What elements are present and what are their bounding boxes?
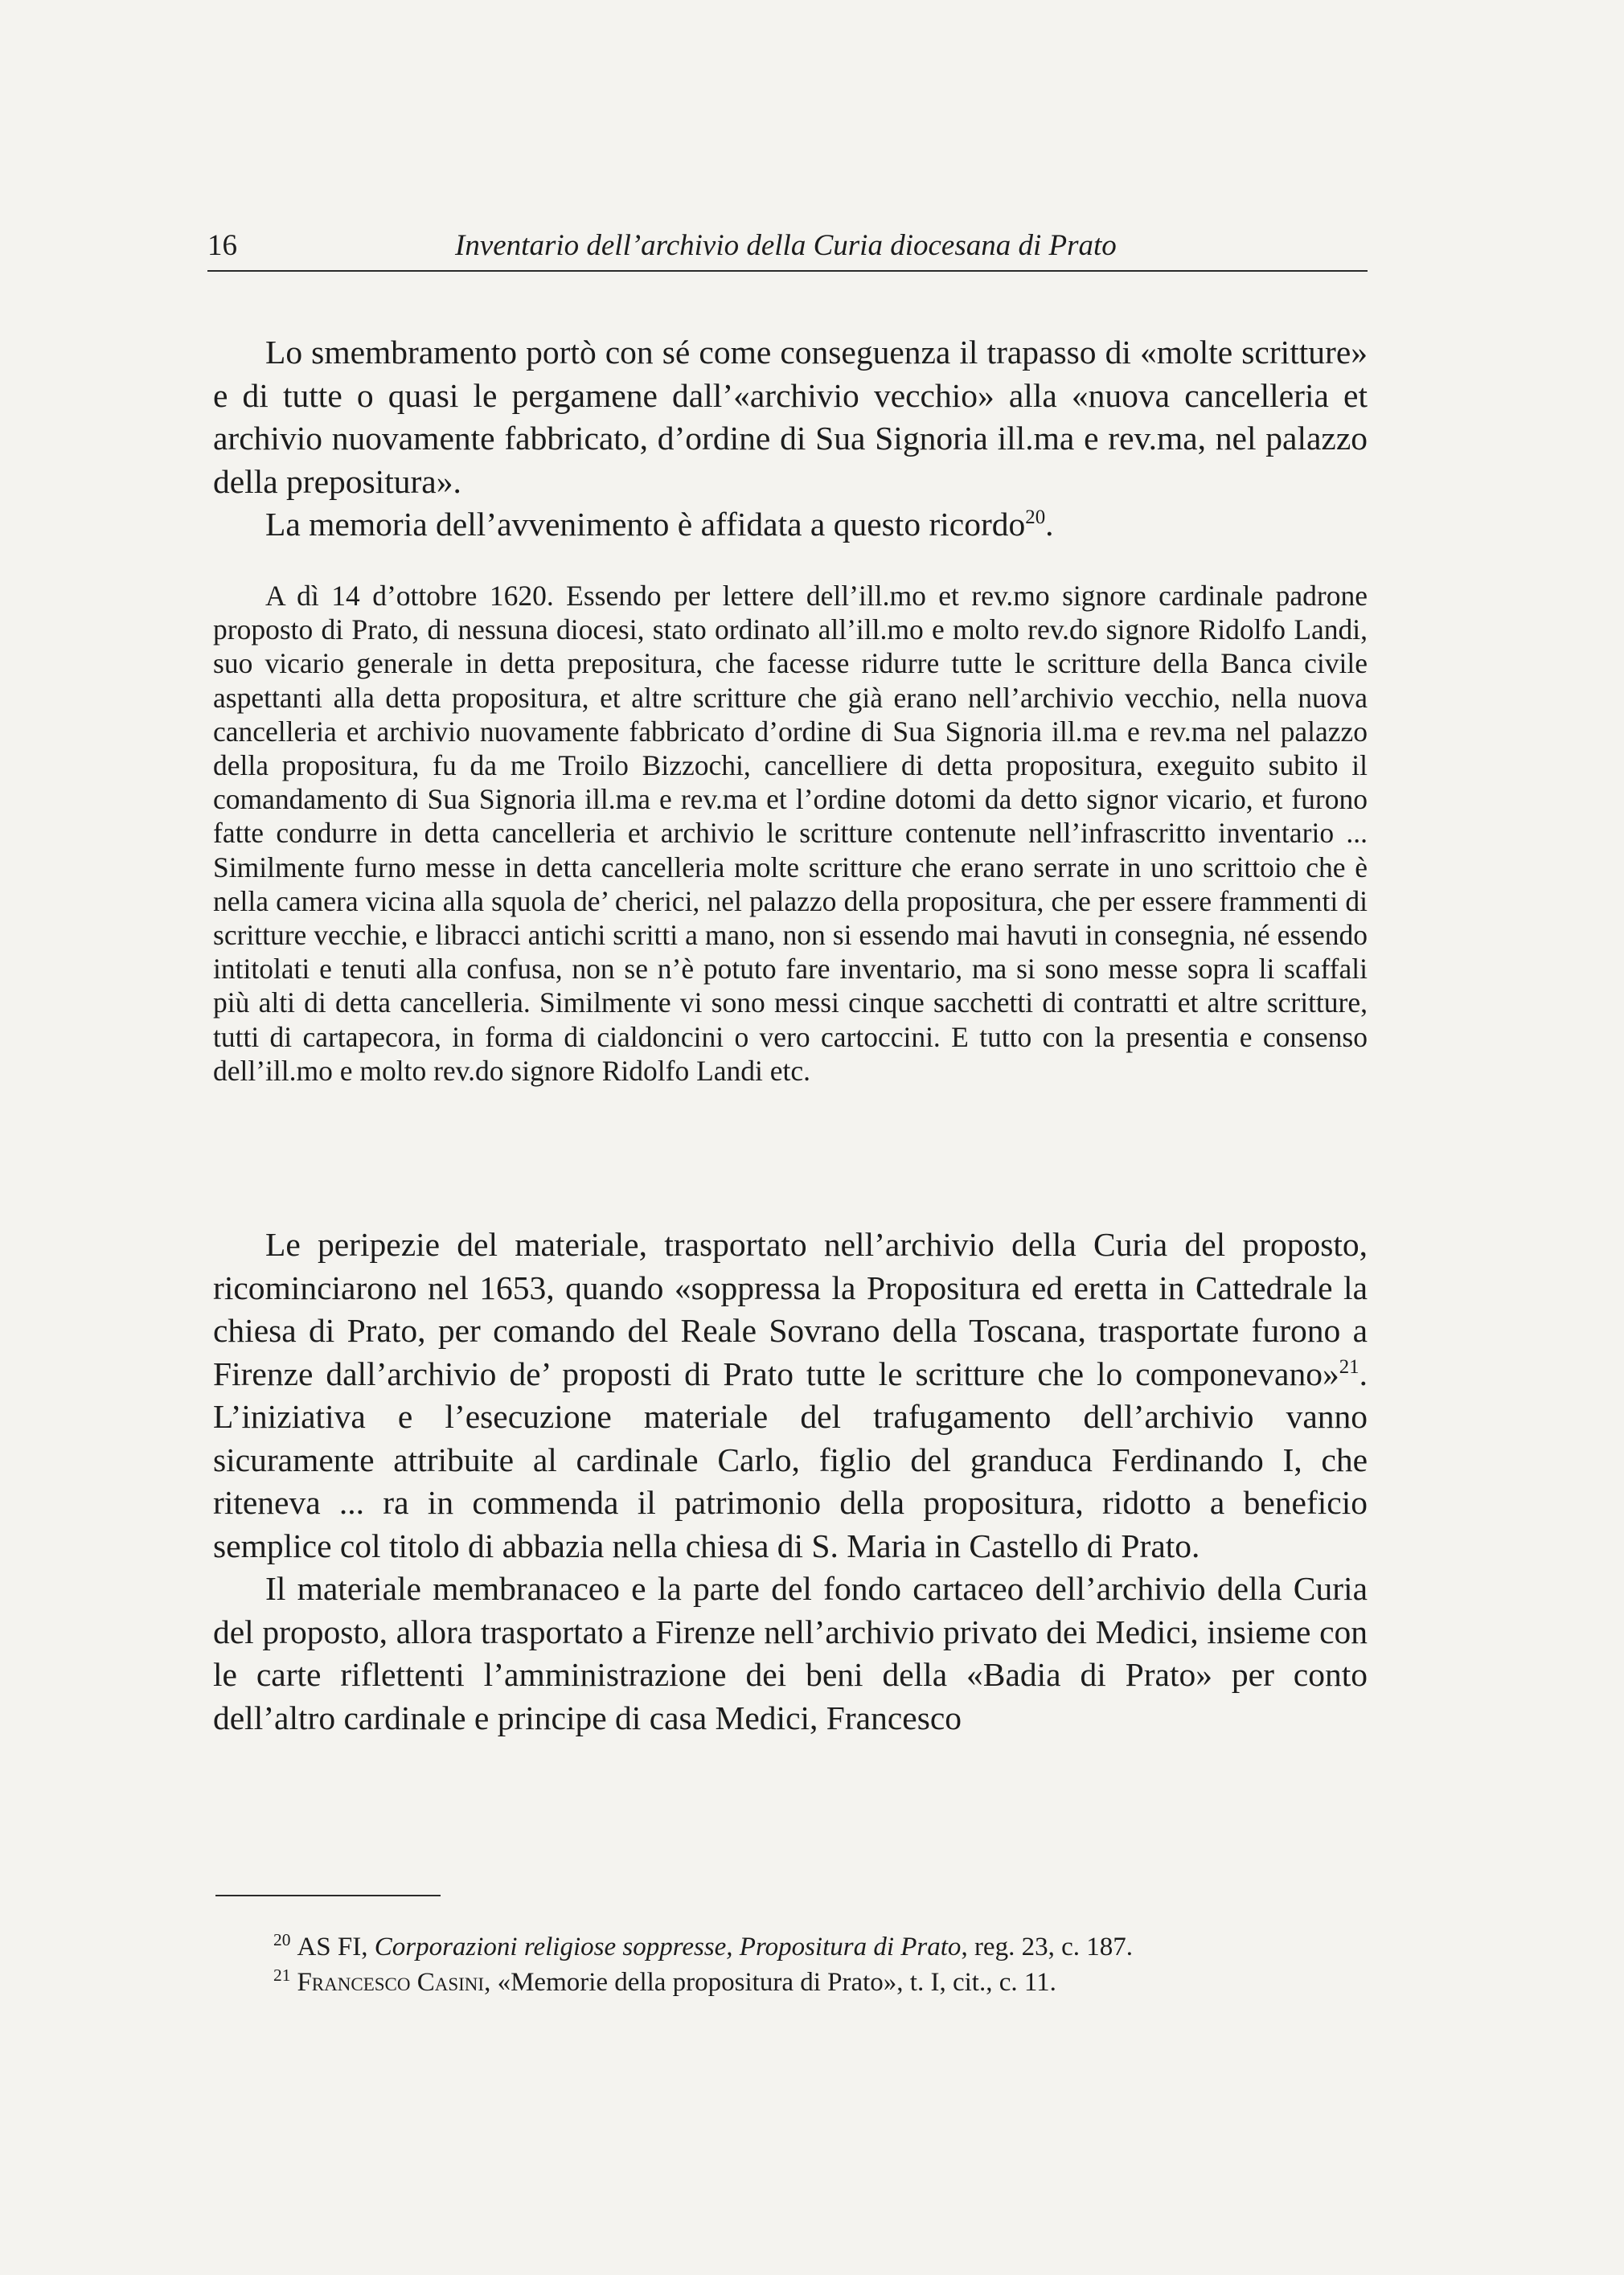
closing-paragraphs: [213, 1224, 1368, 1740]
footnote-20: [273, 1929, 1343, 1965]
paragraph-3-after: . L’iniziativa e l’esecuzione materiale del trafugamento dell’archivio vanno sicuramente attribuite al cardinale Carlo, figlio del granduca Ferdinando I, che riteneva ... ra in commenda il patrimonio della propositura, ridotto a beneficio semplice col titolo di abbazia nella chiesa di S. Maria in Castello di Prato.: [213, 1355, 1368, 1564]
page-number: 16: [207, 229, 237, 262]
paragraph-2: [213, 503, 1368, 547]
footnotes: [273, 1929, 1343, 2000]
footnote-21-author: Francesco Casini: [297, 1968, 485, 1997]
paragraph-2-after: .: [1045, 506, 1054, 543]
quotation-block: [213, 579, 1368, 1088]
note-ref-20: 20: [1025, 506, 1046, 529]
footnote-21-rest: , «Memorie della propositura di Prato», t. I, cit., c. 11.: [484, 1968, 1056, 1997]
opening-paragraphs: [213, 331, 1368, 547]
footnote-20-title: Corporazioni religiose soppresse, Propositura di Prato: [374, 1933, 962, 1961]
footnote-20-number: 20: [273, 1930, 291, 1949]
paragraph-2-text: La memoria dell’avvenimento è affidata a questo ricordo: [265, 506, 1026, 543]
page-header: [207, 228, 1368, 272]
quotation-text: A dì 14 d’ottobre 1620. Essendo per lettere dell’ill.mo et rev.mo signore cardinale padrone proposto di Prato, di nessuna diocesi, stato ordinato all’ill.mo e molto rev.do signore Ridolfo Landi, suo vicario generale in detta prepositura, che facesse ridurre tutte le scritture della Banca civile aspettanti alla detta propositura, et altre scritture che già erano nell’archivio vecchio, nella nuova cancelleria et archivio nuovamente fabbricato d’ordine di Sua Signoria ill.ma e rev.ma nel palazzo della propositura, fu da me Troilo Bizzochi, cancelliere di detta propositura, exeguito subito il comandamento di Sua Signoria ill.ma e rev.ma et l’ordine dotomi da detto signor vicario, et furono fatte condurre in detta cancelleria et archivio le scritture contenute nell’infrascritto inventario ... Similmente furno messe in detta cancelleria molte scritture che erano serrate in uno scrittoio che è nella camera vicina alla squola de’ cherici, nel palazzo della propositura, che per essere frammenti di scritture vecchie, e libracci antichi scritti a mano, non si essendo mai havuti in consegnia, né essendo intitolati e tenuti alla confusa, non se n’è potuto fare inventario, ma si sono messe sopra li scaffali più alti di detta cancelleria. Similmente vi sono messi cinque sacchetti di contratti et altre scritture, tutti di cartapecora, in forma di cialdoncini o vero cartoccini. E tutto con la presentia e consenso dell’ill.mo e molto rev.do signore Ridolfo Landi etc.: [213, 580, 1368, 1087]
paragraph-1: Lo smembramento portò con sé come conseguenza il trapasso di «molte scritture» e di tutte o quasi le pergamene dall’«archivio vecchio» alla «nuova cancelleria et archivio nuovamente fabbricato, d’ordine di Sua Signoria ill.ma e rev.ma, nel palazzo della prepositura».: [213, 334, 1368, 500]
footnote-21: [273, 1965, 1343, 2000]
footnote-separator: [215, 1895, 441, 1896]
footnote-20-plain: AS FI,: [297, 1933, 375, 1961]
paragraph-4: Il materiale membranaceo e la parte del fondo cartaceo dell’archivio della Curia del proposto, allora trasportato a Firenze nell’archivio privato dei Medici, insieme con le carte riflettenti l’amministrazione dei beni della «Badia di Prato» per conto dell’altro cardinale e principe di casa Medici, Francesco: [213, 1570, 1368, 1736]
paragraph-3: [213, 1224, 1368, 1568]
paragraph-3-before: Le peripezie del materiale, trasportato nell’archivio della Curia del proposto, ricominciarono nel 1653, quando «soppressa la Propositura ed eretta in Cattedrale la chiesa di Prato, per comando del Reale Sovrano della Toscana, trasportate furono a Firenze dall’archivio de’ proposti di Prato tutte le scritture che lo componevano»: [213, 1226, 1368, 1392]
note-ref-21: 21: [1339, 1355, 1359, 1378]
running-title: Inventario dell’archivio della Curia diocesana di Prato: [455, 229, 1117, 262]
footnote-21-number: 21: [273, 1966, 291, 1985]
footnote-20-rest: , reg. 23, c. 187.: [961, 1933, 1133, 1961]
